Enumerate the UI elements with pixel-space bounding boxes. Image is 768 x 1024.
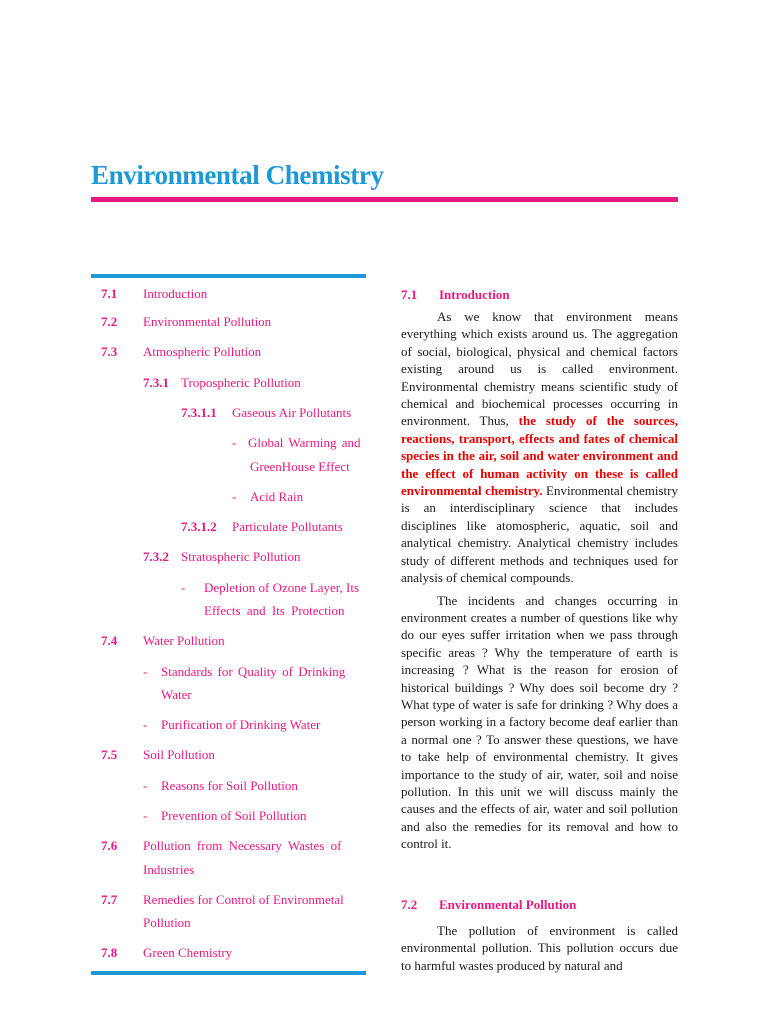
toc-item-stratospheric-pollution: Stratospheric Pollution — [181, 549, 301, 564]
env-paragraph-1: The pollution of environment is called environmental pollution. This pollution occurs due to harmful wastes produced by natural and — [401, 923, 678, 973]
toc-dash: - — [232, 435, 237, 450]
toc-item-purification: Purification of Drinking Water — [161, 717, 321, 732]
toc-num-7-4: 7.4 — [101, 633, 118, 648]
toc-item-industrial-wastes: Pollution from Necessary Wastes of — [143, 838, 342, 853]
page-title: Environmental Chemistry — [91, 160, 384, 190]
toc-num-7-2: 7.2 — [101, 314, 118, 329]
intro-text-a: As we know that environment means everything which exists around us. The aggregation of social, biological, physical and chemical factors existing around us is called environment. Environmental chemistry means scientific study of chemical and biochemical processes occurring in environment. Thus, — [401, 309, 678, 429]
section-heading-environmental-pollution — [401, 897, 576, 913]
toc-num-7-3-1-1: 7.3.1.1 — [181, 405, 217, 420]
toc-item-ozone-depletion: Depletion of Ozone Layer, Its — [204, 580, 360, 595]
intro-body — [401, 308, 678, 853]
title-underline — [91, 197, 678, 202]
toc-num-7-8: 7.8 — [101, 945, 118, 960]
toc-item-drinking-water-standards-cont: Water — [161, 687, 192, 702]
section-heading-introduction — [401, 287, 510, 303]
toc-item-gaseous-air-pollutants: Gaseous Air Pollutants — [232, 405, 352, 420]
definition-highlight: the study of the sources, reactions, transport, effects and fates of chemical species in the air, soil and water environment and the effect of human activity on these is called environmental chemistry. — [401, 413, 678, 499]
toc-item-soil-pollution: Soil Pollution — [143, 747, 215, 762]
toc-num-7-5: 7.5 — [101, 747, 118, 762]
toc-item-remedies: Remedies for Control of Environmetal — [143, 892, 344, 907]
section-title: Introduction — [439, 287, 510, 302]
toc-num-7-3-1: 7.3.1 — [143, 375, 169, 390]
intro-text-b: Environmental chemistry is an interdisciplinary science that includes disciplines like atomospheric, aquatic, soil and analytical chemistry. Analytical chemistry includes study of different methods and techniques used for analysis of chemical compounds. — [401, 483, 678, 586]
toc-item-introduction: Introduction — [143, 286, 208, 301]
toc-item-atmospheric-pollution: Atmospheric Pollution — [143, 344, 262, 359]
toc-item-soil-reasons: Reasons for Soil Pollution — [161, 778, 298, 793]
toc-item-remedies-cont: Pollution — [143, 915, 191, 930]
toc-num-7-7: 7.7 — [101, 892, 118, 907]
toc-num-7-1: 7.1 — [101, 286, 118, 301]
toc-dash: - — [143, 717, 148, 732]
toc-dash: - — [143, 808, 148, 823]
toc-item-particulate-pollutants: Particulate Pollutants — [232, 519, 343, 534]
toc-dash: - — [143, 664, 148, 679]
toc-item-greenhouse-effect: GreenHouse Effect — [250, 459, 350, 474]
toc-num-7-3: 7.3 — [101, 344, 118, 359]
toc-item-tropospheric-pollution: Tropospheric Pollution — [181, 375, 301, 390]
section-number: 7.1 — [401, 287, 418, 302]
intro-paragraph-2: The incidents and changes occurring in environment creates a number of questions like why do our eyes suffer irritation when we pass through specific areas ? Why the temperature of earth is increasing ? What is the reason for erosion of historical buildings ? Why does soil become dry ? What type of water is safe for drinking ? Why does a person working in a factory become deaf earlier than a normal one ? To answer these questions, we have to take help of environmental chemistry. It gives importance to the study of air, water, soil and noise pollution. In this unit we will discuss mainly the causes and the effects of air, water and soil pollution and also the remedies for its removal and how to control it. — [401, 592, 678, 852]
toc-item-water-pollution: Water Pollution — [143, 633, 225, 648]
toc-top-rule — [91, 274, 366, 278]
intro-paragraph-1 — [401, 308, 678, 587]
toc-item-drinking-water-standards: Standards for Quality of Drinking — [161, 664, 346, 679]
toc-dash: - — [181, 580, 186, 595]
toc-item-environmental-pollution: Environmental Pollution — [143, 314, 272, 329]
toc-item-soil-prevention: Prevention of Soil Pollution — [161, 808, 307, 823]
toc-num-7-6: 7.6 — [101, 838, 118, 853]
toc-item-green-chemistry: Green Chemistry — [143, 945, 233, 960]
toc-num-7-3-2: 7.3.2 — [143, 549, 169, 564]
toc-item-ozone-effects: Effects and Its Protection — [204, 603, 345, 618]
toc-item-acid-rain: Acid Rain — [250, 489, 304, 504]
env-body — [401, 922, 678, 974]
section-title: Environmental Pollution — [439, 897, 577, 912]
toc-dash: - — [143, 778, 148, 793]
section-number: 7.2 — [401, 897, 418, 912]
toc-item-industrial-wastes-cont: Industries — [143, 862, 195, 877]
toc-item-global-warming: Global Warming and — [248, 435, 361, 450]
toc-num-7-3-1-2: 7.3.1.2 — [181, 519, 217, 534]
toc-bottom-rule — [91, 971, 366, 975]
toc-dash: - — [232, 489, 237, 504]
